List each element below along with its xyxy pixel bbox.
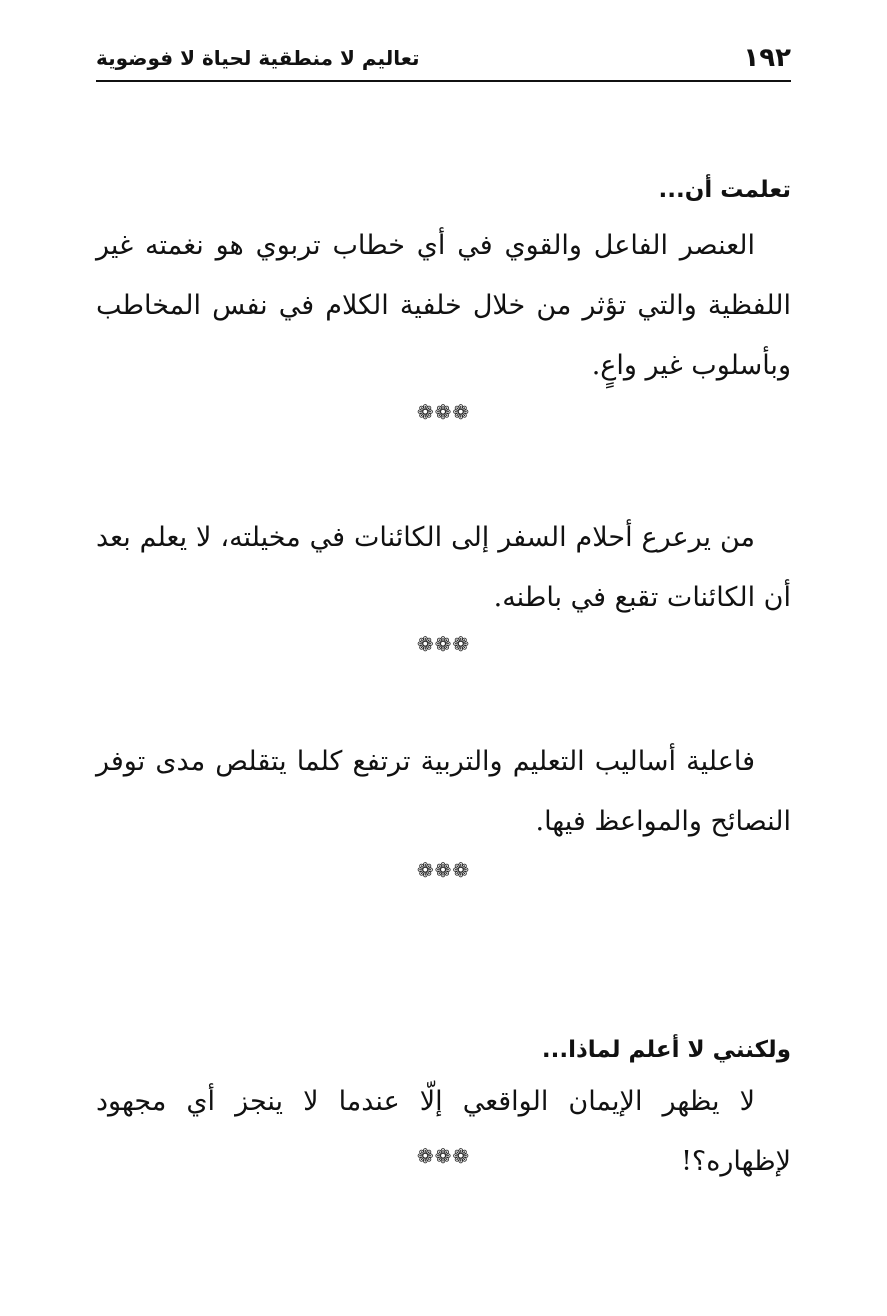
section-heading: ولكنني لا أعلم لماذا...: [541, 1037, 791, 1063]
paragraph: من يرعرع أحلام السفر إلى الكائنات في مخيلته، لا يعلم بعد أن الكائنات تقبع في باطنه.: [96, 522, 791, 613]
page-header: [96, 38, 791, 78]
paragraph: العنصر الفاعل والقوي في أي خطاب تربوي هو نغمته غير اللفظية والتي تؤثر من خلال خلفية الكلام في نفس المخاطب وبأسلوب غير واعٍ.: [96, 230, 791, 381]
section-learned: [96, 172, 791, 396]
section-dont-know: [96, 1032, 791, 1192]
section-dreams: [96, 508, 791, 628]
separator-ornament: ❁❁❁: [416, 1144, 471, 1168]
paragraph: لا يظهر الإيمان الواقعي إلّا عندما لا ينجز أي مجهود لإظهاره؟!: [96, 1086, 791, 1177]
page-number: ١٩٢: [743, 43, 791, 73]
separator-ornament: ❁❁❁: [416, 858, 471, 882]
section-education: [96, 732, 791, 852]
separator-ornament: ❁❁❁: [416, 400, 471, 424]
header-rule: [96, 80, 791, 82]
paragraph: فاعلية أساليب التعليم والتربية ترتفع كلما يتقلص مدى توفر النصائح والمواعظ فيها.: [96, 746, 791, 837]
separator-ornament: ❁❁❁: [416, 632, 471, 656]
section-heading: تعلمت أن...: [658, 177, 791, 203]
running-title: تعاليم لا منطقية لحياة لا فوضوية: [96, 46, 420, 70]
